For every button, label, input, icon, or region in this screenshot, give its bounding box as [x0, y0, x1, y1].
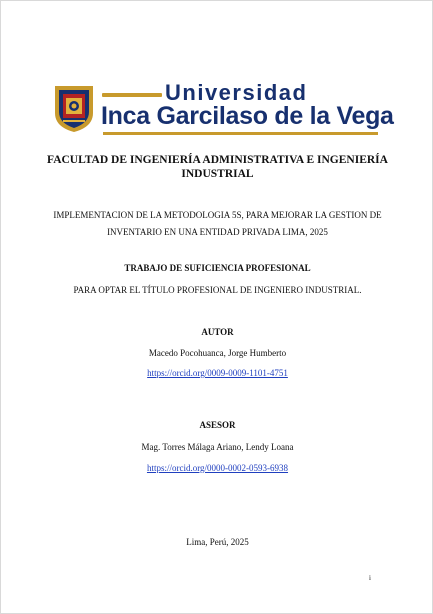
author-orcid-link[interactable]: https://orcid.org/0009-0009-1101-4751 — [147, 368, 288, 378]
advisor-name: Mag. Torres Málaga Ariano, Lendy Loana — [141, 442, 294, 452]
page-number: i — [369, 574, 371, 582]
faculty-heading: FACULTAD DE INGENIERÍA ADMINISTRATIVA E INGENIERÍA INDUSTRIAL — [47, 154, 388, 180]
university-logo — [53, 80, 394, 136]
advisor-orcid-row — [31, 463, 404, 473]
author-heading: AUTOR — [201, 327, 234, 337]
university-name-line2: Inca Garcilaso de la Vega — [101, 102, 394, 130]
wordmark-rule-top — [102, 93, 162, 97]
degree-statement: PARA OPTAR EL TÍTULO PROFESIONAL DE INGENIERO INDUSTRIAL. — [73, 285, 362, 295]
author-name: Macedo Pocohuanca, Jorge Humberto — [148, 348, 287, 358]
university-name-line1: Universidad — [165, 80, 308, 105]
work-type: TRABAJO DE SUFICIENCIA PROFESIONAL — [124, 263, 311, 273]
author-orcid-row — [31, 368, 404, 378]
university-seal-icon — [53, 83, 95, 133]
advisor-orcid-link[interactable]: https://orcid.org/0000-0002-0593-6938 — [146, 463, 289, 473]
advisor-heading: ASESOR — [199, 420, 236, 430]
university-wordmark — [101, 80, 394, 136]
wordmark-rule-bottom — [103, 132, 378, 135]
thesis-title: IMPLEMENTACION DE LA METODOLOGIA 5S, PARA MEJORAR LA GESTION DE INVENTARIO EN UNA ENTIDAD PRIVADA LIMA, 2025 — [53, 210, 382, 237]
place-date: Lima, Perú, 2025 — [186, 537, 249, 547]
